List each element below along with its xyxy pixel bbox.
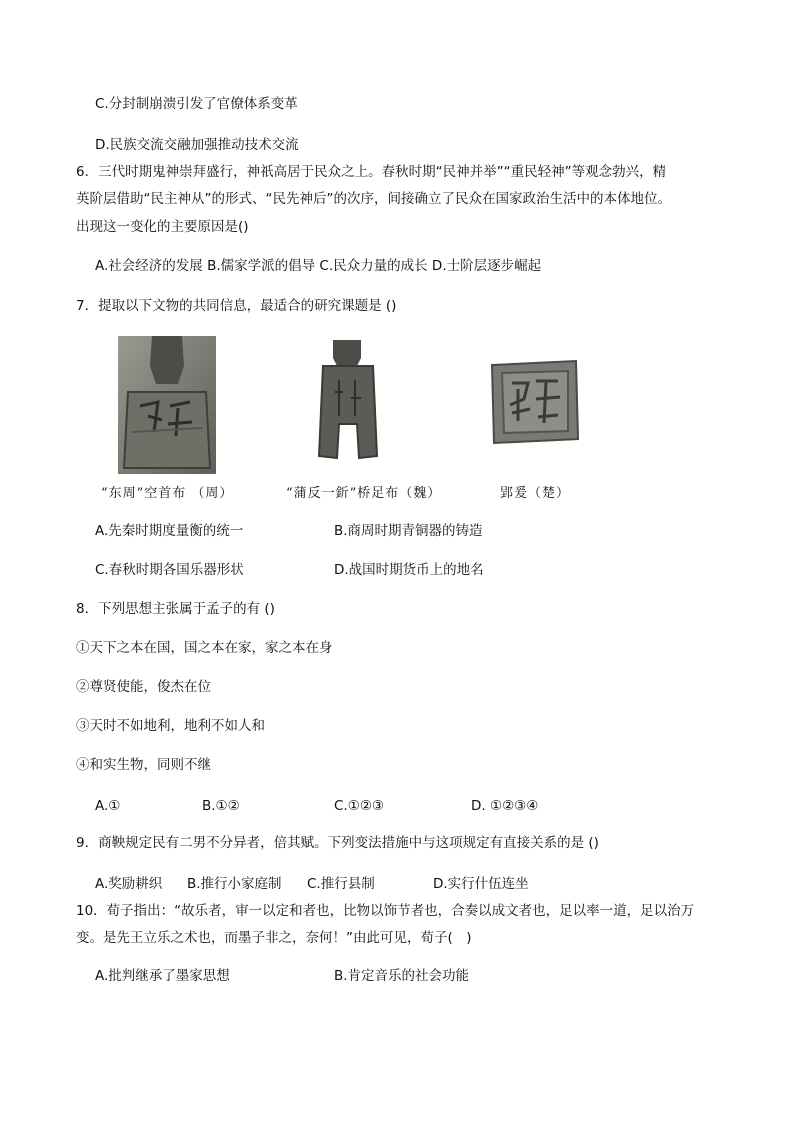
bridge-foot-spade-coin-image (303, 336, 393, 471)
q7-option-b: B.商周时期青铜器的铸造 (334, 523, 483, 539)
q6-stem-line3: 出现这一变化的主要原因是() (76, 219, 249, 235)
q8-item-2: ②尊贤使能，俊杰在位 (76, 679, 211, 695)
q9-option-c: C.推行县制 (307, 876, 375, 892)
q6-options: A.社会经济的发展 B.儒家学派的倡导 C.民众力量的成长 D.士阶层逐步崛起 (95, 258, 542, 274)
coin-caption-dongzhou: “东周”空首布 （周） (101, 486, 234, 501)
q8-item-1: ①天下之本在国，国之本在家，家之本在身 (76, 640, 333, 656)
q8-option-c: C.①②③ (334, 798, 385, 814)
q10-stem-line2: 变。是先王立乐之术也，而墨子非之，奈何！”由此可见，荀子( ) (76, 930, 472, 946)
coin-caption-pufan: “蒲反一釿”桥足布（魏） (286, 486, 442, 501)
q5-option-c: C.分封制崩溃引发了官僚体系变革 (95, 96, 298, 112)
q9-option-d: D.实行什伍连坐 (433, 876, 529, 892)
coin-caption-yingyuan: 郢爰（楚） (500, 486, 571, 501)
q7-stem: 7．提取以下文物的共同信息，最适合的研究课题是 () (76, 298, 397, 314)
q8-option-d: D. ①②③④ (471, 798, 539, 814)
q10-option-b: B.肯定音乐的社会功能 (334, 968, 470, 984)
q8-option-b: B.①② (202, 798, 240, 814)
q10-option-a: A.批判继承了墨家思想 (95, 968, 230, 984)
hollow-head-spade-coin-image (118, 336, 216, 474)
q9-stem: 9．商鞅规定民有二男不分异者，倍其赋。下列变法措施中与这项规定有直接关系的是 () (76, 835, 599, 851)
q6-stem-line2: 英阶层借助“民主神从”的形式、“民先神后”的次序，间接确立了民众在国家政治生活中的本体地位。 (76, 191, 671, 207)
q8-item-3: ③天时不如地利，地利不如人和 (76, 718, 265, 734)
q8-stem: 8．下列思想主张属于孟子的有 () (76, 601, 275, 617)
q10-stem-line1: 10．荀子指出：“故乐者，审一以定和者也，比物以饰节者也，合奏以成文者也，足以率一道，足以治万 (76, 903, 695, 919)
ying-yuan-gold-plate-image (488, 359, 580, 445)
q7-option-c: C.春秋时期各国乐器形状 (95, 562, 244, 578)
q6-stem-line1: 6．三代时期鬼神崇拜盛行，神祇高居于民众之上。春秋时期“民神并举”“重民轻神”等观念勃兴，精 (76, 164, 667, 180)
q8-item-4: ④和实生物，同则不继 (76, 757, 211, 773)
q9-option-b: B.推行小家庭制 (187, 876, 282, 892)
q7-option-d: D.战国时期货币上的地名 (334, 562, 484, 578)
q8-option-a: A.① (95, 798, 121, 814)
q7-option-a: A.先秦时期度量衡的统一 (95, 523, 244, 539)
q9-option-a: A.奖励耕织 (95, 876, 163, 892)
q5-option-d: D.民族交流交融加强推动技术交流 (95, 137, 299, 153)
